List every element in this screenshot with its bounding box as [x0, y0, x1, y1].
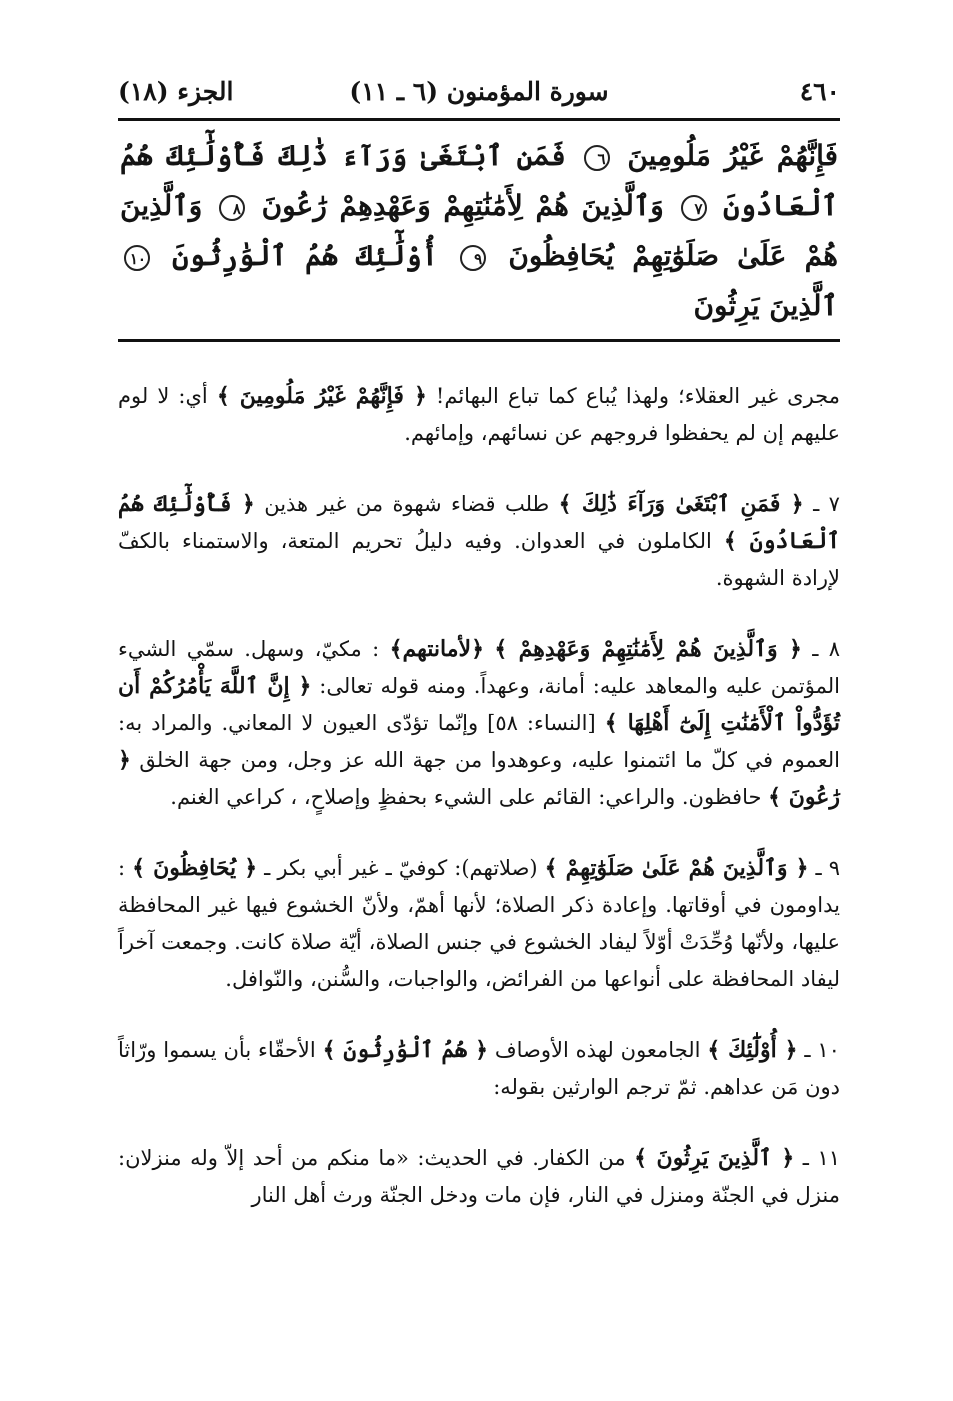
- verse-text: فَإِنَّهُمْ غَيْرُ مَلُومِينَ: [627, 139, 839, 172]
- commentary-text: : مكيّ، وسهل. سمّي الشيء المؤتمن عليه والمعاهد عليه: أمانة، وعهداً. ومنه قوله تعالى:: [118, 637, 840, 698]
- commentary-paragraph: [118, 378, 840, 452]
- ayah-number-marker: ١٠: [124, 245, 150, 271]
- verse-number: ٨ ـ: [812, 637, 841, 661]
- quran-verses: [118, 121, 840, 339]
- ayah-number-marker: ٦: [584, 145, 610, 171]
- commentary-text: مجرى غير العقلاء؛ ولهذا يُباع كما تباع البهائم!: [435, 384, 840, 408]
- book-page: [118, 70, 840, 1248]
- quran-quote: ﴿ إِنَّ ٱللَّهَ يَأْمُرُكُمْ أَن تُؤَدُّواْ ٱلْأَمَٰنَٰتِ إِلَىٰٓ أَهْلِهَا ﴾: [118, 673, 840, 736]
- verse-number: ١٠ ـ: [804, 1038, 840, 1062]
- running-head: [118, 70, 840, 114]
- verse-text: وَٱلَّذِينَ هُمْ عَلَىٰ صَلَوَٰتِهِمْ يُحَافِظُونَ: [120, 189, 839, 272]
- commentary-text: الكاملون في العدوان. وفيه دليلُ تحريم المتعة، والاستمناء بالكفّ لإرادة الشهوة.: [118, 529, 840, 590]
- ayah-number-marker: ٧: [681, 195, 707, 221]
- reading-variant: ﴿لأمانتهم﴾: [389, 636, 484, 662]
- commentary: [118, 378, 840, 1214]
- commentary-text: أي: لا لوم عليهم إن لم يحفظوا فروجهم عن نسائهم، وإمائهم.: [118, 384, 840, 445]
- verse-text: فَمَنِ ٱبْتَغَىٰ وَرَآءَ ذَٰلِكَ فَأُوْلَٰٓئِكَ هُمُ ٱلْعَادُونَ: [120, 139, 839, 222]
- quran-quote: ﴿ فَإِنَّهُمْ غَيْرُ مَلُومِينَ ﴾: [216, 383, 427, 409]
- quran-quote: ﴿ هُمُ ٱلْوَٰرِثُونَ ﴾: [322, 1037, 488, 1063]
- quran-quote: ﴿ رَٰعُونَ ﴾: [118, 747, 840, 810]
- quran-quote: ﴿ وَٱلَّذِينَ هُمْ لِأَمَٰنَٰتِهِمْ وَعَهْدِهِمْ ﴾: [494, 636, 802, 662]
- quran-quote: ﴿ فَأُوْلَٰٓئِكَ هُمُ ٱلْعَادُونَ ﴾: [118, 491, 840, 554]
- commentary-paragraph: [118, 1032, 840, 1106]
- verse-text: ٱلَّذِينَ يَرِثُونَ: [693, 289, 838, 322]
- surah-title: سورة المؤمنون (٦ ـ ١١): [349, 77, 609, 106]
- commentary-text: : يداومون في أوقاتها. وإعادة ذكر الصلاة؛ لأنها أهمّ، ولأنّ الخشوع فيها غير المحافظة عليها، ولأنّها وُحِّدَتْ أوّلاً ليفاد الخشوع في جنس الصلاة، أيّة صلاة كانت. وجمعت آخراً ليفاد المحافظة على أنواعها من الفرائض، والواجبات، والسُّنن، والنّوافل.: [118, 856, 840, 991]
- verse-number: ١١ ـ: [802, 1146, 840, 1170]
- commentary-paragraph: [118, 486, 840, 597]
- quran-quote: ﴿ فَمَنِ ٱبْتَغَىٰ وَرَآءَ ذَٰلِكَ ﴾: [558, 491, 804, 517]
- quran-quote: ﴿ يُحَافِظُونَ ﴾: [132, 855, 258, 881]
- verse-number: ٩ ـ: [815, 856, 841, 880]
- verses-rule: [118, 339, 840, 342]
- verse-text: أُوْلَٰٓئِكَ هُمُ ٱلْوَٰرِثُونَ: [172, 239, 439, 272]
- commentary-paragraph: [118, 1140, 840, 1214]
- commentary-text: حافظون. والراعي: القائم على الشيء بحفظٍ وإصلاحٍ، ، كراعي الغنم.: [170, 785, 762, 809]
- verse-text: وَٱلَّذِينَ هُمْ لِأَمَٰنَٰتِهِمْ وَعَهْدِهِمْ رَٰعُونَ: [261, 189, 664, 222]
- quran-quote: ﴿ ٱلَّذِينَ يَرِثُونَ ﴾: [634, 1145, 795, 1171]
- ayah-number-marker: ٨: [219, 195, 245, 221]
- commentary-paragraph: [118, 850, 840, 998]
- quran-quote: ﴿ وَٱلَّذِينَ هُمْ عَلَىٰ صَلَوَٰتِهِمْ ﴾: [544, 855, 809, 881]
- page-number: ٤٦٠: [799, 77, 840, 106]
- commentary-text: [النساء: ٥٨] وإنّما تؤدّى العيون لا المعاني. والمراد به: العموم في كلّ ما ائتمنوا عليه، وعوهدوا من جهة الله عز وجل، ومن جهة الخلق: [118, 711, 840, 772]
- commentary-paragraph: [118, 631, 840, 816]
- commentary-text: الجامعون لهذه الأوصاف: [494, 1038, 701, 1062]
- juz-label: الجزء (١٨): [118, 77, 234, 106]
- ayah-number-marker: ٩: [460, 245, 486, 271]
- commentary-text: (صلاتهم): كوفيّ ـ غير أبي بكر ـ: [264, 856, 538, 880]
- commentary-text: طلب قضاء شهوة من غير هذين: [264, 492, 550, 516]
- commentary-text: الأحقّاء بأن يسموا ورّاثاً دون مَن عداهم. ثمّ ترجم الوارثين بقوله:: [118, 1038, 840, 1099]
- commentary-text: من الكفار. في الحديث: «ما منكم من أحد إلاّ وله منزلان: منزل في الجنّة ومنزل في النار، فإن مات ودخل الجنّة ورث أهل النار: [118, 1146, 840, 1207]
- quran-quote: ﴿ أُوْلَٰٓئِكَ ﴾: [707, 1037, 798, 1063]
- verse-number: ٧ ـ: [813, 492, 840, 516]
